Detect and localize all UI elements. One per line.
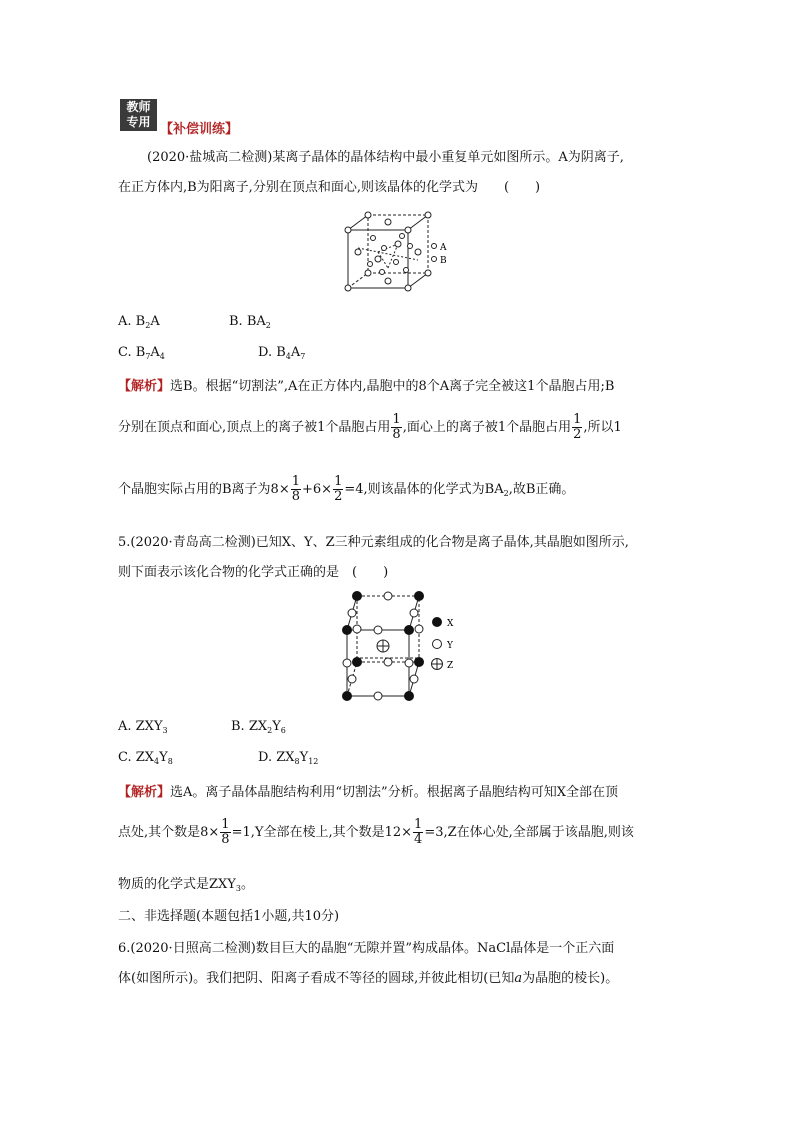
q5-option-b: B. $ZX_2Y_6$ (231, 719, 286, 735)
q5-option-c: C. $ZX_4Y_8$ (118, 750, 173, 766)
legend-label-a: A (440, 243, 447, 253)
badge-line-2: 专用 (126, 115, 151, 129)
option-b: B. $BA_2$ (229, 314, 271, 330)
analysis-extra-line-2: 分别在顶点和面心,顶点上的离子被1个晶胞占用 $\frac{1}{8}$ ,面心上的离子被1个晶胞占用 $\frac{1}{2}$ ,所以1 (118, 412, 622, 442)
question-extra-line-1: (2020·盐城高二检测)某离子晶体的晶体结构中最小重复单元如图所示。A为阴离子, (147, 150, 624, 165)
question-5-line-2: 则下面表示该化合物的化学式正确的是 ( ) (118, 565, 389, 580)
fraction-1-4: $\frac{1}{4}$ (414, 817, 423, 847)
legend-label-z: Z (447, 661, 454, 671)
option-d: D. $B_4A_7$ (258, 345, 306, 361)
teacher-only-badge (120, 99, 157, 131)
legend-label-y: Y (447, 641, 453, 651)
analysis-5-line-1: 【解析】选A。离子晶体晶胞结构利用“切割法”分析。根据离子晶胞结构可知X全部在顶 (118, 785, 618, 800)
crystal-cell-figure-1 (340, 208, 460, 298)
question-5-line-1: 5.(2020·青岛高二检测)已知X、Y、Z三种元素组成的化合物是离子晶体,其晶胞如图所示, (118, 535, 629, 550)
badge-line-1: 教师 (126, 100, 151, 114)
fraction-1-2: $\frac{1}{2}$ (334, 474, 343, 504)
analysis-5-line-3: 物质的化学式是$ZXY_3$。 (118, 877, 254, 893)
section-2-title: 二、非选择题(本题包括1小题,共10分) (118, 909, 340, 924)
fraction-1-2: $\frac{1}{2}$ (573, 412, 582, 442)
legend-label-b: B (440, 256, 447, 266)
fraction-1-8: $\frac{1}{8}$ (291, 474, 300, 504)
analysis-extra-line-1: 【解析】选B。根据“切割法”,A在正方体内,晶胞中的8个A离子完全被这1个晶胞占用;B (118, 379, 615, 394)
question-6-line-1: 6.(2020·日照高二检测)数目巨大的晶胞“无隙并置”构成晶体。NaCl晶体是一个正六面 (118, 941, 615, 956)
option-a: A. $B_2A$ (118, 314, 160, 330)
question-extra-line-2: 在正方体内,B为阳离子,分别在顶点和面心,则该晶体的化学式为 ( ) (118, 180, 541, 195)
q5-option-a: A. $ZXY_3$ (118, 719, 168, 735)
question-6-line-2: 体(如图所示)。我们把阴、阳离子看成不等径的圆球,并彼此相切(已知a为晶胞的棱长)。 (118, 971, 619, 986)
fraction-1-8: $\frac{1}{8}$ (221, 817, 230, 847)
analysis-extra-line-3: 个晶胞实际占用的B离子为8× $\frac{1}{8}$ +6× $\frac{1}{2}$ =4,则该晶体的化学式为$BA_2$,故B正确。 (118, 474, 575, 504)
analysis-5-line-2: 点处,其个数是8× $\frac{1}{8}$ =1,Y全部在棱上,其个数是12× $\frac{1}{4}$ =3,Z在体心处,全部属于该晶胞,则该 (118, 817, 634, 847)
option-c: C. $B_7A_4$ (118, 345, 165, 361)
fraction-1-8: $\frac{1}{8}$ (392, 412, 401, 442)
crystal-cell-figure-2 (335, 588, 465, 706)
legend-label-x: X (447, 619, 454, 629)
section-title: 【补偿训练】 (160, 122, 239, 137)
q5-option-d: D. $ZX_8Y_{12}$ (258, 750, 319, 766)
